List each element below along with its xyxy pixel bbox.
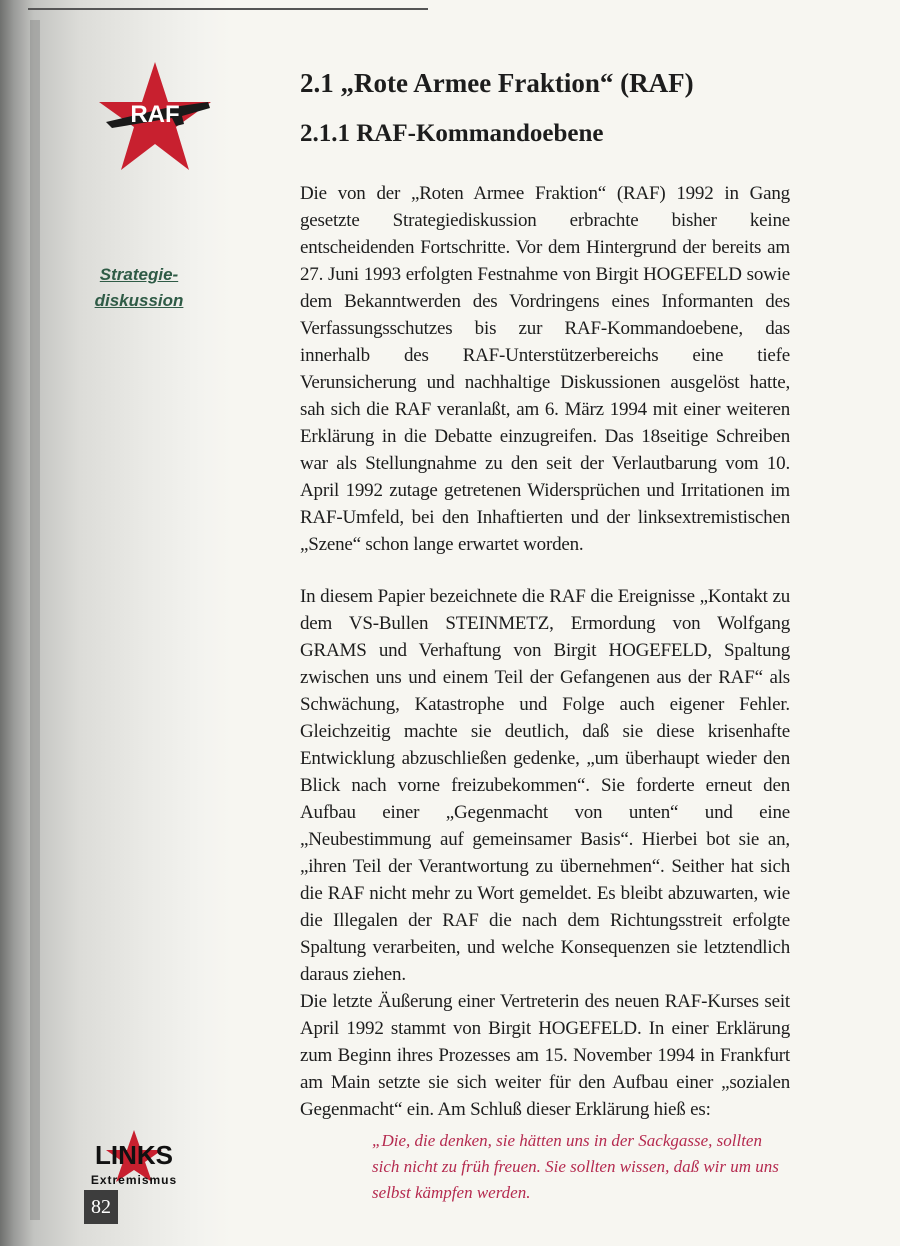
page-number: 82 xyxy=(84,1190,118,1224)
logo-line-1: LINKS xyxy=(95,1140,173,1170)
main-content xyxy=(300,66,790,1123)
quote-block: „Die, die denken, sie hätten uns in der Sackgasse, sollten sich nicht zu früh freuen. Sie sollten wissen, daß wir um uns selbst kämpfen werden. xyxy=(372,1131,779,1202)
raf-logo-text: RAF xyxy=(130,101,180,128)
binding-shadow xyxy=(30,20,40,1220)
paragraph-2: In diesem Papier bezeichnete die RAF die Ereignisse „Kontakt zu dem VS-Bullen STEINMETZ, Ermordung von Wolfgang GRAMS und Verhaftung von Birgit HOGEFELD, Spaltung zwischen uns und einem Teil der Gefangenen aus der RAF“ als Schwächung, Katastrophe und Folge auch eigener Fehler. Gleichzeitig machte sie deutlich, daß sie diese krisenhafte Entwicklung abzuschließen gedenke, „um überhaupt wieder den Blick nach vorne freizubekommen“. Sie forderte erneut den Aufbau einer „Gegenmacht von unten“ und eine „Neubestimmung auf gemeinsamer Basis“. Hierbei bot sie an, „ihren Teil der Verantwortung zu übernehmen“. Seither hat sich die RAF nicht mehr zu Wort gemeldet. Es bleibt abzuwarten, wie die Illegalen der RAF die nach dem Richtungsstreit erfolgte Spaltung verarbeiten, und welche Konsequenzen sie letztendlich daraus ziehen. xyxy=(300,586,790,985)
subsection-heading: 2.1.1 RAF-Kommandoebene xyxy=(300,120,604,147)
raf-star-logo-icon xyxy=(96,62,214,174)
paragraph-3: Die letzte Äußerung einer Vertreterin des neuen RAF-Kurses seit April 1992 stammt von Birgit HOGEFELD. In einer Erklärung zum Beginn ihres Prozesses am 15. November 1994 in Frankfurt am Main setzte sie sich weiter für den Aufbau einer „sozialen Gegenmacht“ ein. Am Schluß dieser Erklärung hieß es: xyxy=(300,991,790,1120)
section-heading: 2.1 „Rote Armee Fraktion“ (RAF) xyxy=(300,68,694,98)
paragraph-1: Die von der „Roten Armee Fraktion“ (RAF) 1992 in Gang gesetzte Strategiediskussion erbrachte bisher keine entscheidenden Fortschritte. Vor dem Hintergrund der bereits am 27. Juni 1993 erfolgten Festnahme von Birgit HOGEFELD sowie dem Bekanntwerden des Vordringens eines Informanten des Verfassungsschutzes bis zur RAF-Kommandoebene, das innerhalb des RAF-Unterstützerbereichs eine tiefe Verunsicherung und nachhaltige Diskussionen ausgelöst hatte, sah sich die RAF veranlaßt, am 6. März 1994 mit einer weiteren Erklärung in die Debatte einzugreifen. Das 18seitige Schreiben war als Stellungnahme zu den seit der Verlautbarung vom 10. April 1992 zutage getretenen Widersprüchen und Irritationen im RAF-Umfeld, bei den Inhaftierten und der linksextremistischen „Szene“ schon lange erwartet worden. xyxy=(300,183,790,555)
margin-note-strategiediskussion: Strategie- diskussion xyxy=(94,265,184,310)
top-rule xyxy=(28,8,428,10)
logo-line-2: Extremismus xyxy=(90,1173,178,1187)
links-extremismus-logo-icon xyxy=(74,1130,194,1190)
